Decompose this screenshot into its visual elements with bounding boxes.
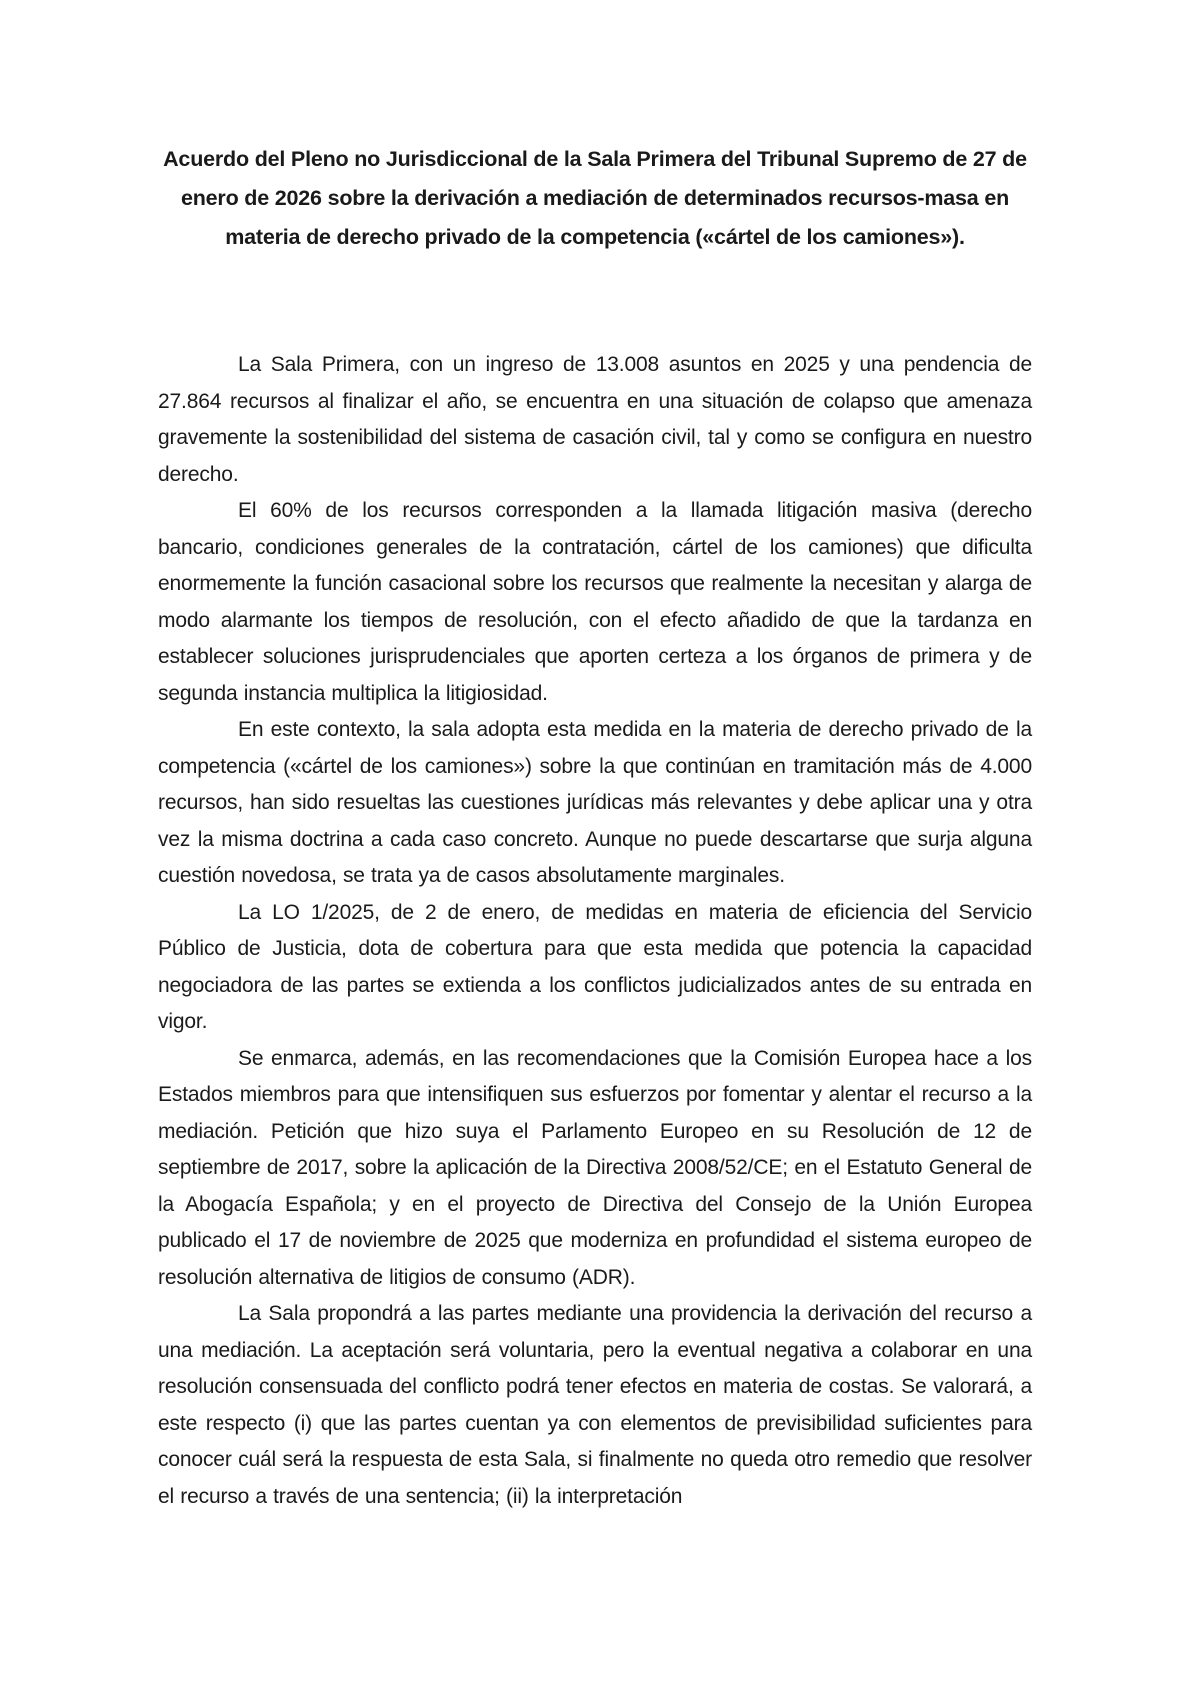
document-title: Acuerdo del Pleno no Jurisdiccional de la Sala Primera del Tribunal Supremo de 27 de enero de 2026 sobre la derivación a mediación de determinados recursos-masa en materia de derecho privado de la competencia («cártel de los camiones»). [163,147,1027,249]
paragraph-3: En este contexto, la sala adopta esta medida en la materia de derecho privado de la competencia («cártel de los camiones») sobre la que continúan en tramitación más de 4.000 recursos, han sido resueltas las cuestiones jurídicas más relevantes y debe aplicar una y otra vez la misma doctrina a cada caso concreto. Aunque no puede descartarse que surja alguna cuestión novedosa, se trata ya de casos absolutamente marginales. [158,718,1032,887]
paragraph-6: La Sala propondrá a las partes mediante una providencia la derivación del recurso a una mediación. La aceptación será voluntaria, pero la eventual negativa a colaborar en una resolución consensuada del conflicto podrá tener efectos en materia de costas. Se valorará, a este respecto (i) que las partes cuentan ya con elementos de previsibilidad suficientes para conocer cuál será la respuesta de esta Sala, si finalmente no queda otro remedio que resolver el recurso a través de una sentencia; (ii) la interpretación [158,1302,1032,1508]
paragraph-5: Se enmarca, además, en las recomendaciones que la Comisión Europea hace a los Estados miembros para que intensifiquen sus esfuerzos por fomentar y alentar el recurso a la mediación. Petición que hizo suya el Parlamento Europeo en su Resolución de 12 de septiembre de 2017, sobre la aplicación de la Directiva 2008/52/CE; en el Estatuto General de la Abogacía Española; y en el proyecto de Directiva del Consejo de la Unión Europea publicado el 17 de noviembre de 2025 que moderniza en profundidad el sistema europeo de resolución alternativa de litigios de consumo (ADR). [158,1046,1032,1289]
paragraph-1: La Sala Primera, con un ingreso de 13.008 asuntos en 2025 y una pendencia de 27.864 recursos al finalizar el año, se encuentra en una situación de colapso que amenaza gravemente la sostenibilidad del sistema de casación civil, tal y como se configura en nuestro derecho. [158,353,1032,486]
paragraph-2: El 60% de los recursos corresponden a la llamada litigación masiva (derecho bancario, condiciones generales de la contratación, cártel de los camiones) que dificulta enormemente la función casacional sobre los recursos que realmente la necesitan y alarga de modo alarmante los tiempos de resolución, con el efecto añadido de que la tardanza en establecer soluciones jurisprudenciales que aporten certeza a los órganos de primera y de segunda instancia multiplica la litigiosidad. [158,499,1032,705]
paragraph-4: La LO 1/2025, de 2 de enero, de medidas en materia de eficiencia del Servicio Público de Justicia, dota de cobertura para que esta medida que potencia la capacidad negociadora de las partes se extienda a los conflictos judicializados antes de su entrada en vigor. [158,900,1032,1033]
document-content [158,140,1032,1515]
